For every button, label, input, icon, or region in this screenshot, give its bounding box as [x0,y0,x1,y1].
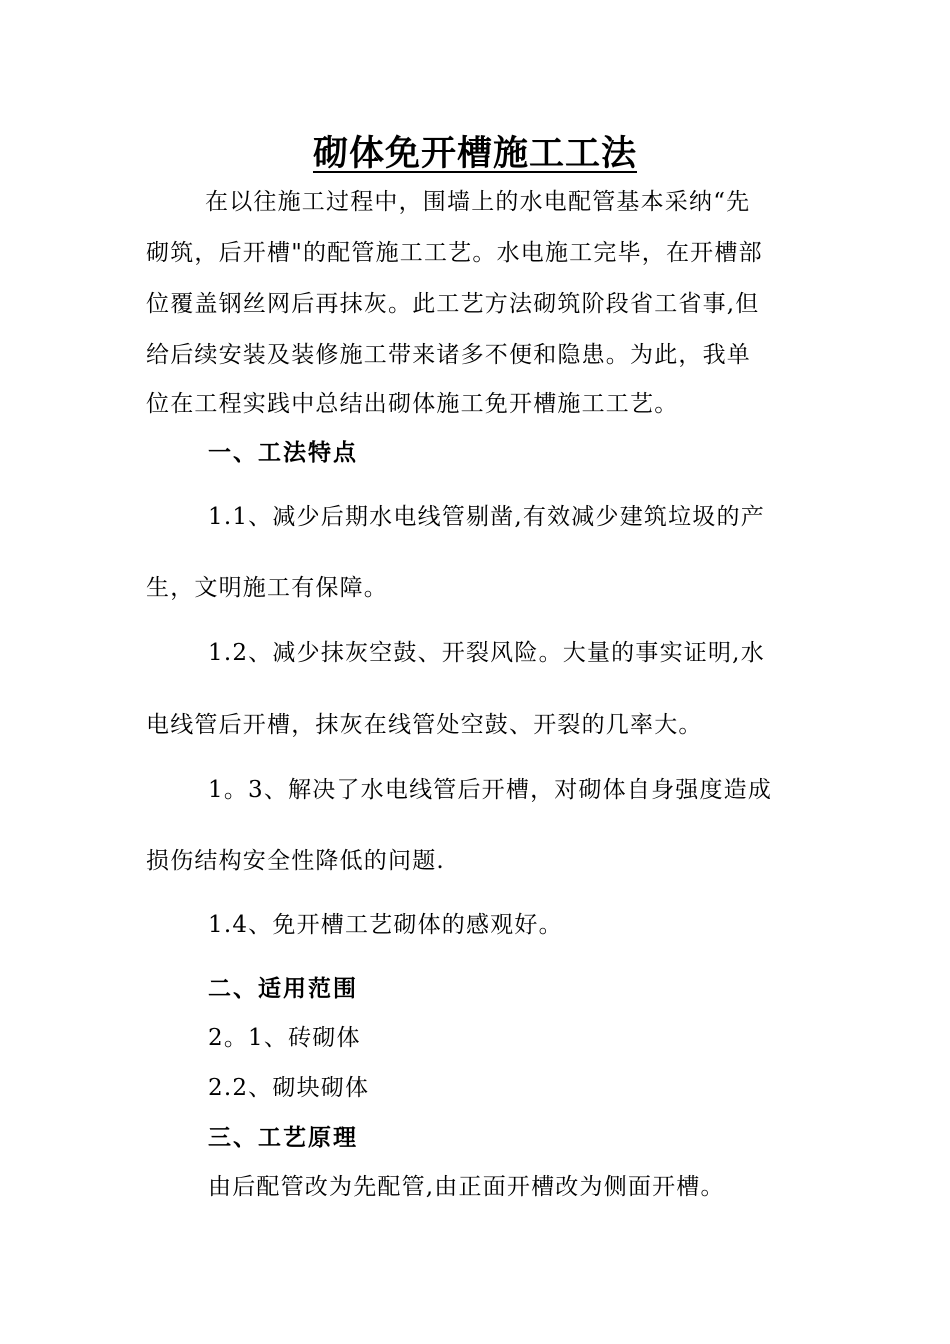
principle-text: 由后配管改为先配管,由正面开槽改为侧面开槽。 [208,1174,725,1200]
intro-line-3: 位覆盖钢丝网后再抹灰。此工艺方法砌筑阶段省工省事,但 [146,291,760,317]
item-1-2-line-2: 电线管后开槽，抹灰在线管处空鼓、开裂的几率大。 [146,712,703,738]
section-heading-scope: 二、适用范围 [208,975,358,1002]
item-1-1-line-2: 生，文明施工有保障。 [146,575,388,601]
item-1-3-line-1: 1。3、解决了水电线管后开槽，对砌体自身强度造成 [208,777,773,803]
intro-line-2: 砌筑，后开槽"的配管施工工艺。水电施工完毕，在开槽部 [146,240,763,266]
item-1-3-line-2: 损伤结构安全性降低的问题. [146,848,445,874]
section-heading-principle: 三、工艺原理 [208,1124,358,1151]
intro-line-5: 位在工程实践中总结出砌体施工免开槽施工工艺。 [146,391,679,417]
item-2-1: 2。1、砖砌体 [208,1025,361,1051]
intro-line-4: 给后续安装及装修施工带来诸多不便和隐患。为此，我单 [146,342,751,368]
intro-line-1: 在以往施工过程中，围墙上的水电配管基本采纳“先 [205,189,751,215]
section-heading-features: 一、工法特点 [208,439,358,466]
document-title: 砌体免开槽施工工法 [312,133,637,174]
item-2-2: 2.2、砌块砌体 [208,1075,370,1101]
item-1-1-line-1: 1.1、减少后期水电线管剔凿,有效减少建筑垃圾的产 [208,504,765,530]
item-1-2-line-1: 1.2、减少抹灰空鼓、开裂风险。大量的事实证明,水 [208,640,765,666]
item-1-4: 1.4、免开槽工艺砌体的感观好。 [208,912,563,938]
